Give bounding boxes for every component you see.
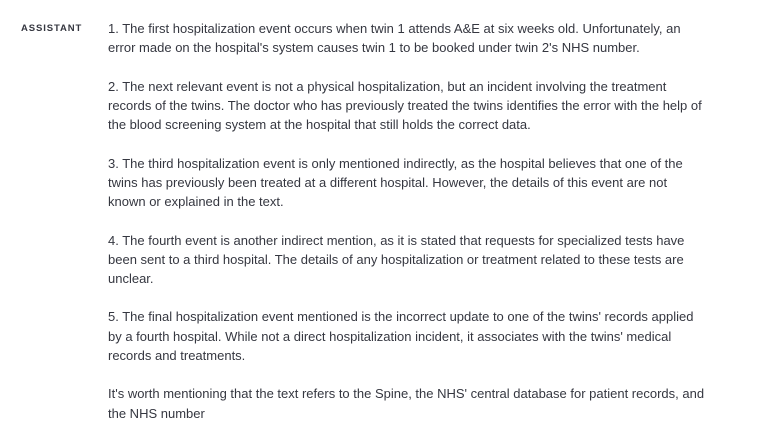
message-paragraph-4: 4. The fourth event is another indirect mention, as it is stated that requests for specialized tests have been sent to a third hospital. The details of any hospitalization or treatment related to these tests are unclear. xyxy=(108,232,685,286)
role-label: ASSISTANT xyxy=(21,23,83,34)
message-body xyxy=(108,19,706,423)
message-paragraph-6: It's worth mentioning that the text refers to the Spine, the NHS' central database for patient records, and the NHS number xyxy=(108,386,705,421)
message-paragraph-1: 1. The first hospitalization event occurs when twin 1 attends A&E at six weeks old. Unfortunately, an error made on the hospital's system causes twin 1 to be booked under twin 2's NHS number. xyxy=(108,21,681,56)
message-paragraph-5: 5. The final hospitalization event mentioned is the incorrect update to one of the twins' records applied by a fourth hospital. While not a direct hospitalization incident, it associates with the twins' medical records and treatments. xyxy=(108,309,694,363)
message-paragraph-2: 2. The next relevant event is not a physical hospitalization, but an incident involving the treatment records of the twins. The doctor who has previously treated the twins identifies the error with the help of the blood screening system at the hospital that still holds the correct data. xyxy=(108,78,702,133)
message-paragraph-3: 3. The third hospitalization event is only mentioned indirectly, as the hospital believes that one of the twins has previously been treated at a different hospital. However, the details of this event are not known or explained in the text. xyxy=(108,155,683,210)
